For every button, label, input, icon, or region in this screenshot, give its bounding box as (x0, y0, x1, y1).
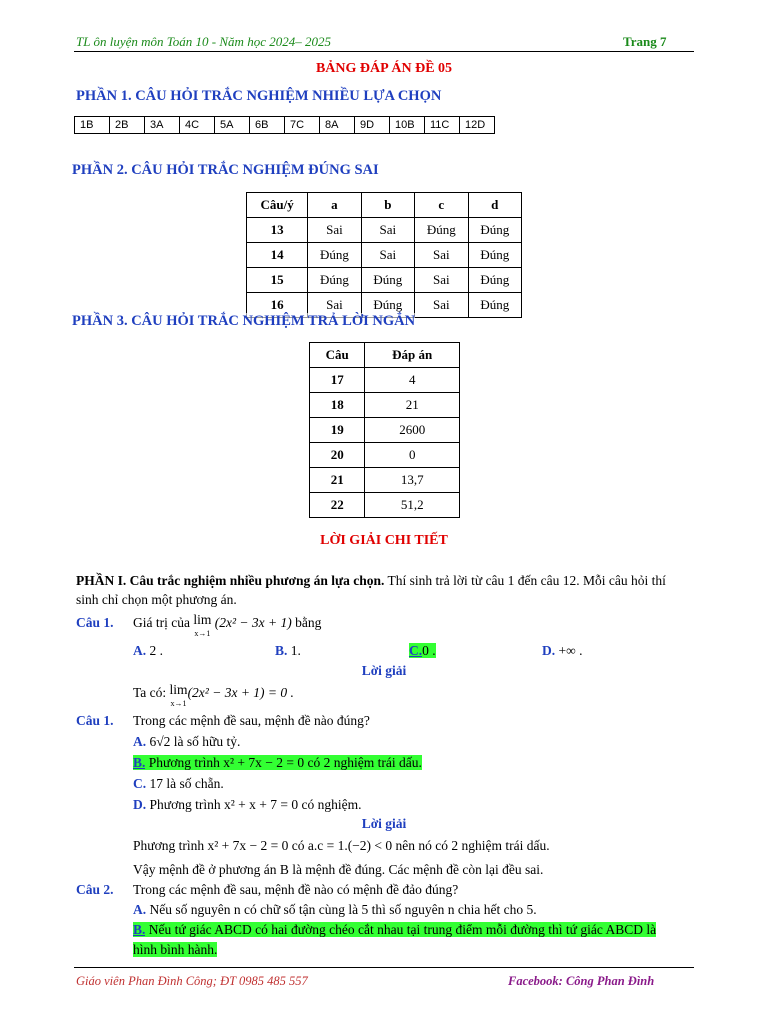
q3-text: Trong các mệnh đề sau, mệnh đề nào có mệnh đề đảo đúng? (133, 882, 459, 897)
q2-option-a[interactable] (133, 733, 240, 751)
part2-answer-cell: Sai (415, 243, 468, 268)
answer-title: BẢNG ĐÁP ÁN ĐỀ 05 (315, 61, 453, 76)
q3-option-b-text2: hình bình hành. (133, 942, 218, 957)
footer-facebook: Facebook: Công Phan Đình (508, 974, 655, 988)
part1-answer-cell: 8A (320, 117, 355, 134)
part3-row (310, 493, 460, 518)
part2-answer-cell: Sai (415, 268, 468, 293)
part2-answer-cell: Sai (361, 218, 414, 243)
part3-question-cell: 17 (310, 368, 365, 393)
q1-option-a-text: 2 . (149, 643, 163, 658)
q1-text-b: bằng (295, 615, 322, 630)
q1-lim (193, 614, 211, 640)
footer-teacher: Giáo viên Phan Đình Công; ĐT 0985 485 557 (76, 974, 308, 988)
part2-answer-cell: Đúng (468, 293, 521, 318)
q2-option-c-text: 17 là số chẵn. (149, 776, 224, 791)
q2-option-d[interactable] (133, 796, 361, 814)
q1-option-b-text: 1. (290, 643, 301, 658)
q1-sol-lim-word: lim (169, 682, 188, 697)
q3-option-b-cont (133, 941, 217, 959)
part3-answer-cell: 0 (365, 443, 460, 468)
part2-header-cell: a (308, 193, 361, 218)
part3-row (310, 468, 460, 493)
part3-title: PHẦN 3. CÂU HỎI TRẮC NGHIỆM TRẢ LỜI NGẮN (72, 313, 416, 329)
part2-answer-cell: Sai (361, 243, 414, 268)
part3-row (310, 368, 460, 393)
part3-row (310, 443, 460, 468)
q1-option-c-text: 0 . (422, 643, 436, 658)
solution-title: LỜI GIẢI CHI TIẾT (320, 533, 448, 548)
part2-question-cell: 16 (247, 293, 308, 318)
part2-answer-cell: Sai (308, 218, 361, 243)
part2-header-cell: b (361, 193, 414, 218)
part2-question-cell: 14 (247, 243, 308, 268)
q3-option-b[interactable] (133, 921, 695, 939)
part2-answer-cell: Đúng (361, 268, 414, 293)
q1-option-c[interactable] (409, 642, 436, 660)
part1-answer-cell: 4C (180, 117, 215, 134)
page-number: Trang 7 (623, 34, 667, 49)
part1-answer-cell: 7C (285, 117, 320, 134)
part1-answer-cell: 10B (390, 117, 425, 134)
part3-question-cell: 21 (310, 468, 365, 493)
header-divider (74, 51, 694, 52)
part3-question-cell: 18 (310, 393, 365, 418)
part1-answer-cell: 12D (460, 117, 495, 134)
q1-solution (133, 684, 294, 710)
part1-answer-cell: 11C (425, 117, 460, 134)
q2-option-a-text: 6√2 là số hữu tỷ. (149, 734, 241, 749)
part2-row (247, 268, 522, 293)
part3-answer-cell: 21 (365, 393, 460, 418)
q3-option-a-key: A. (133, 902, 147, 917)
footer-divider (74, 967, 694, 968)
part1-answer-cell: 9D (355, 117, 390, 134)
q2-option-d-key: D. (133, 797, 147, 812)
q1-option-b[interactable] (275, 642, 301, 660)
part3-header-cell: Câu (310, 343, 365, 368)
part2-row (247, 218, 522, 243)
part2-answer-cell: Đúng (468, 243, 521, 268)
q1-text-a: Giá trị của (133, 615, 190, 630)
part2-answer-cell: Đúng (361, 293, 414, 318)
part1-answer-cell: 6B (250, 117, 285, 134)
part2-answer-cell: Đúng (468, 268, 521, 293)
q1-expr: (2x² − 3x + 1) (214, 615, 292, 630)
q1-sol-expr: (2x² − 3x + 1) = 0 . (187, 685, 294, 700)
part1-answer-cell: 2B (110, 117, 145, 134)
part3-header-cell: Đáp án (365, 343, 460, 368)
part1-title: PHẦN 1. CÂU HỎI TRẮC NGHIỆM NHIỀU LỰA CHỌN (76, 88, 442, 104)
q1-option-d-text: +∞ . (558, 643, 583, 658)
part3-answer-cell: 2600 (365, 418, 460, 443)
part2-header-cell: Câu/ý (247, 193, 308, 218)
part2-answer-cell: Đúng (308, 268, 361, 293)
intro-line1 (76, 572, 696, 590)
q2-text: Trong các mệnh đề sau, mệnh đề nào đúng? (133, 713, 370, 728)
q2-option-a-key: A. (133, 734, 147, 749)
part1-answer-cell: 5A (215, 117, 250, 134)
part3-row (310, 418, 460, 443)
q1-option-a-key: A. (133, 643, 147, 658)
part2-answer-cell: Đúng (468, 218, 521, 243)
q1-option-c-key: C. (409, 643, 423, 658)
q1-sol-lim (170, 684, 188, 710)
q1-text (133, 614, 321, 640)
q1-label: Câu 1. (76, 615, 114, 630)
intro-rest: Thí sinh trả lời từ câu 1 đến câu 12. Mỗi câu hỏi thí (384, 573, 666, 588)
part3-table (309, 342, 460, 518)
q1-sol-lim-sub: x→1 (170, 699, 187, 708)
part3-answer-cell: 4 (365, 368, 460, 393)
part3-question-cell: 22 (310, 493, 365, 518)
part1-answer-cell: 3A (145, 117, 180, 134)
part1-answer-cell: 1B (75, 117, 110, 134)
part2-answer-cell: Sai (415, 293, 468, 318)
q1-lim-sub: x→1 (194, 629, 211, 638)
q2-option-c[interactable] (133, 775, 224, 793)
part2-answer-cell: Đúng (308, 243, 361, 268)
q1-sol-prefix: Ta có: (133, 685, 167, 700)
q3-option-b-key: B. (133, 922, 146, 937)
q1-option-a[interactable] (133, 642, 163, 660)
intro-line2: sinh chỉ chọn một phương án. (76, 592, 237, 607)
q2-option-c-key: C. (133, 776, 147, 791)
part3-row (310, 393, 460, 418)
part2-header-cell: d (468, 193, 521, 218)
part3-question-cell: 20 (310, 443, 365, 468)
q1-solution-title: Lời giải (361, 663, 407, 678)
q3-option-a-text: Nếu số nguyên n có chữ số tận cùng là 5 thì số nguyên n chia hết cho 5. (149, 902, 537, 917)
q1-option-b-key: B. (275, 643, 288, 658)
part2-title: PHẦN 2. CÂU HỎI TRẮC NGHIỆM ĐÚNG SAI (72, 162, 379, 178)
part2-row (247, 243, 522, 268)
part2-answer-cell: Đúng (415, 218, 468, 243)
q1-option-d-key: D. (542, 643, 556, 658)
q2-option-b-key: B. (133, 755, 146, 770)
q2-solution-line2: Vậy mệnh đề ở phương án B là mệnh đề đúng. Các mệnh đề còn lại đều sai. (133, 862, 544, 877)
q1-lim-word: lim (193, 612, 212, 627)
q2-option-b[interactable] (133, 754, 422, 772)
q2-option-d-text: Phương trình x² + x + 7 = 0 có nghiệm. (149, 797, 362, 812)
q2-option-b-text: Phương trình x² + 7x − 2 = 0 có 2 nghiệm trái dấu. (145, 755, 422, 770)
part3-question-cell: 19 (310, 418, 365, 443)
q3-option-b-text: Nếu tứ giác ABCD có hai đường chéo cắt nhau tại trung điểm mỗi đường thì tứ giác ABCD là (145, 922, 657, 937)
part2-question-cell: 13 (247, 218, 308, 243)
header-left: TL ôn luyện môn Toán 10 - Năm học 2024– 2025 (76, 34, 331, 49)
part2-question-cell: 15 (247, 268, 308, 293)
part1-answer-table (74, 116, 495, 134)
part2-answer-cell: Sai (308, 293, 361, 318)
part2-table (246, 192, 522, 318)
q3-label: Câu 2. (76, 882, 114, 897)
q1-option-d[interactable] (542, 642, 583, 660)
intro-bold: PHẦN I. Câu trắc nghiệm nhiều phương án lựa chọn. (76, 573, 385, 588)
part2-header-cell: c (415, 193, 468, 218)
part3-answer-cell: 51,2 (365, 493, 460, 518)
part3-answer-cell: 13,7 (365, 468, 460, 493)
q2-solution-line1: Phương trình x² + 7x − 2 = 0 có a.c = 1.(−2) < 0 nên nó có 2 nghiệm trái dấu. (133, 838, 550, 853)
q2-solution-title: Lời giải (361, 816, 407, 831)
q3-option-a[interactable] (133, 901, 537, 919)
q2-label: Câu 1. (76, 713, 114, 728)
